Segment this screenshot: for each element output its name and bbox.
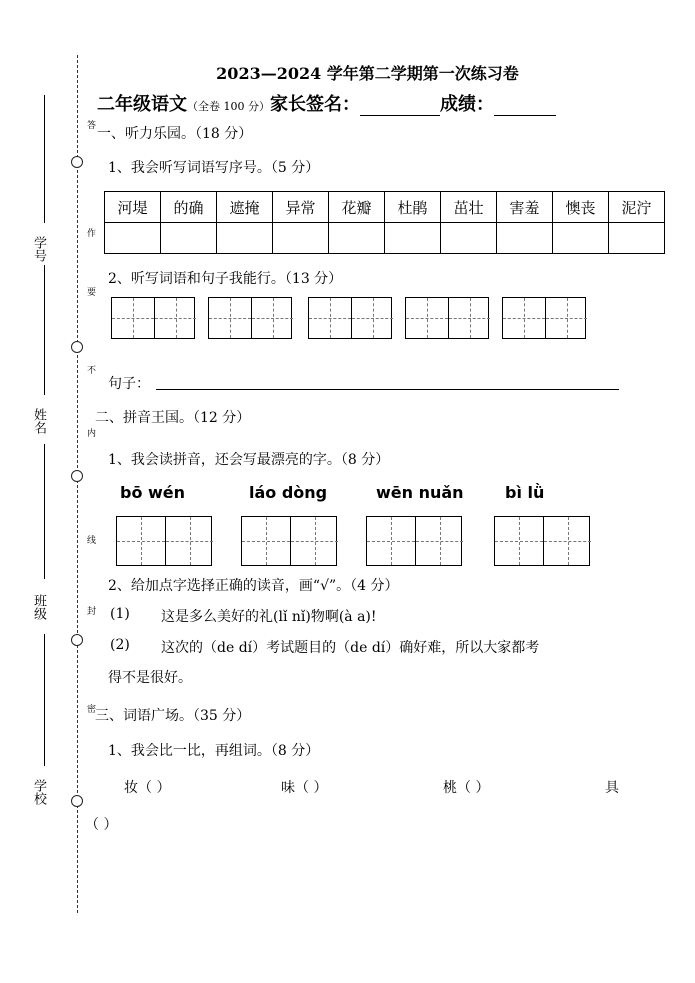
- pinyin-label: wēn nuǎn: [376, 483, 464, 502]
- question: 1、我会听写词语写序号。（5 分）: [108, 160, 320, 176]
- binding-hole: [71, 156, 83, 168]
- word-cell: 河堤: [105, 192, 161, 223]
- margin-char: 线: [87, 536, 97, 546]
- parent-signature-label: 家长签名：: [270, 94, 360, 115]
- answer-cell[interactable]: [609, 223, 665, 254]
- margin-char: 内: [87, 429, 97, 439]
- pronunciation-item[interactable]: 这是多么美好的礼(lǐ nǐ)物啊(à a)!: [161, 609, 377, 625]
- tianzige-grid[interactable]: [366, 516, 462, 566]
- margin-char: 封: [87, 607, 97, 617]
- margin-char: 作: [87, 229, 97, 239]
- tianzige-grid[interactable]: [494, 516, 590, 566]
- item-number: (1): [110, 606, 130, 622]
- word-cell: 的确: [161, 192, 217, 223]
- answer-cell[interactable]: [497, 223, 553, 254]
- exam-header: [97, 90, 556, 116]
- answer-cell[interactable]: [553, 223, 609, 254]
- field-class-line[interactable]: [44, 444, 45, 579]
- answer-cell[interactable]: [161, 223, 217, 254]
- writing-grid[interactable]: [208, 297, 292, 339]
- field-school-line[interactable]: [44, 634, 45, 766]
- total-score-note: （全卷 100 分）: [187, 100, 270, 113]
- sentence-answer-line[interactable]: [156, 389, 619, 390]
- margin-char: 密: [87, 705, 97, 715]
- margin-char: 答: [87, 121, 97, 131]
- field-class-label: 班级: [31, 594, 46, 620]
- answer-cell[interactable]: [329, 223, 385, 254]
- section-heading: 三、词语广场。（35 分）: [95, 708, 251, 724]
- score-field[interactable]: [494, 97, 556, 116]
- tianzige-grid[interactable]: [241, 516, 337, 566]
- question: 1、我会比一比，再组词。（8 分）: [108, 743, 320, 759]
- answer-cell[interactable]: [105, 223, 161, 254]
- grade-label: 二年级语文: [97, 94, 187, 115]
- answer-cell[interactable]: [217, 223, 273, 254]
- score-label: 成绩：: [440, 94, 494, 115]
- pinyin-label: bō wén: [120, 483, 186, 502]
- field-name-label: 姓名: [31, 408, 46, 434]
- word-cell: 遮掩: [217, 192, 273, 223]
- word-cell: 花瓣: [329, 192, 385, 223]
- binding-hole: [71, 470, 83, 482]
- binding-hole: [71, 634, 83, 646]
- answer-cell[interactable]: [273, 223, 329, 254]
- writing-grid[interactable]: [405, 297, 489, 339]
- field-name-line[interactable]: [44, 265, 45, 395]
- binding-hole: [71, 795, 83, 807]
- writing-grid[interactable]: [308, 297, 392, 339]
- answer-cell[interactable]: [385, 223, 441, 254]
- parent-signature-field[interactable]: [360, 97, 440, 116]
- question: 2、听写词语和句子我能行。（13 分）: [108, 271, 343, 287]
- word-cell: 茁壮: [441, 192, 497, 223]
- field-student-id-line[interactable]: [44, 95, 45, 223]
- binding-hole: [71, 341, 83, 353]
- pronunciation-item-cont: 得不是很好。: [108, 670, 192, 686]
- margin-char: 要: [87, 288, 97, 298]
- item-number: (2): [110, 637, 130, 653]
- word-cell: 害羞: [497, 192, 553, 223]
- compare-word-item-cont[interactable]: （ ）: [85, 817, 118, 833]
- sentence-label: 句子：: [108, 376, 150, 392]
- question: 2、给加点字选择正确的读音，画“√”。（4 分）: [108, 578, 399, 594]
- answer-cell[interactable]: [441, 223, 497, 254]
- pronunciation-item[interactable]: 这次的（de dí）考试题目的（de dí）确好难，所以大家都考: [161, 640, 540, 656]
- compare-word-item[interactable]: 味（ ）: [281, 780, 328, 796]
- word-table: [104, 191, 665, 254]
- binding-dashed-line: [77, 55, 78, 913]
- pinyin-label: bì lǜ: [505, 483, 545, 502]
- word-cell: 杜鹃: [385, 192, 441, 223]
- tianzige-grid[interactable]: [116, 516, 212, 566]
- field-school-label: 学校: [31, 779, 46, 805]
- field-student-id-label: 学号: [31, 236, 46, 262]
- word-cell: 懊丧: [553, 192, 609, 223]
- section-heading: 二、拼音王国。（12 分）: [95, 410, 251, 426]
- writing-grid[interactable]: [111, 297, 195, 339]
- compare-word-item[interactable]: 桃（ ）: [443, 780, 490, 796]
- word-cell: 异常: [273, 192, 329, 223]
- page-title: 2023—2024 学年第二学期第一次练习卷: [216, 64, 519, 83]
- pinyin-label: láo dòng: [249, 483, 328, 502]
- writing-grid[interactable]: [502, 297, 586, 339]
- margin-char: 不: [87, 366, 97, 376]
- compare-word-item[interactable]: 妆（ ）: [124, 780, 171, 796]
- question: 1、我会读拼音，还会写最漂亮的字。（8 分）: [108, 452, 390, 468]
- section-heading: 一、听力乐园。（18 分）: [97, 126, 253, 142]
- word-cell: 泥泞: [609, 192, 665, 223]
- compare-word-item[interactable]: 具: [605, 780, 619, 796]
